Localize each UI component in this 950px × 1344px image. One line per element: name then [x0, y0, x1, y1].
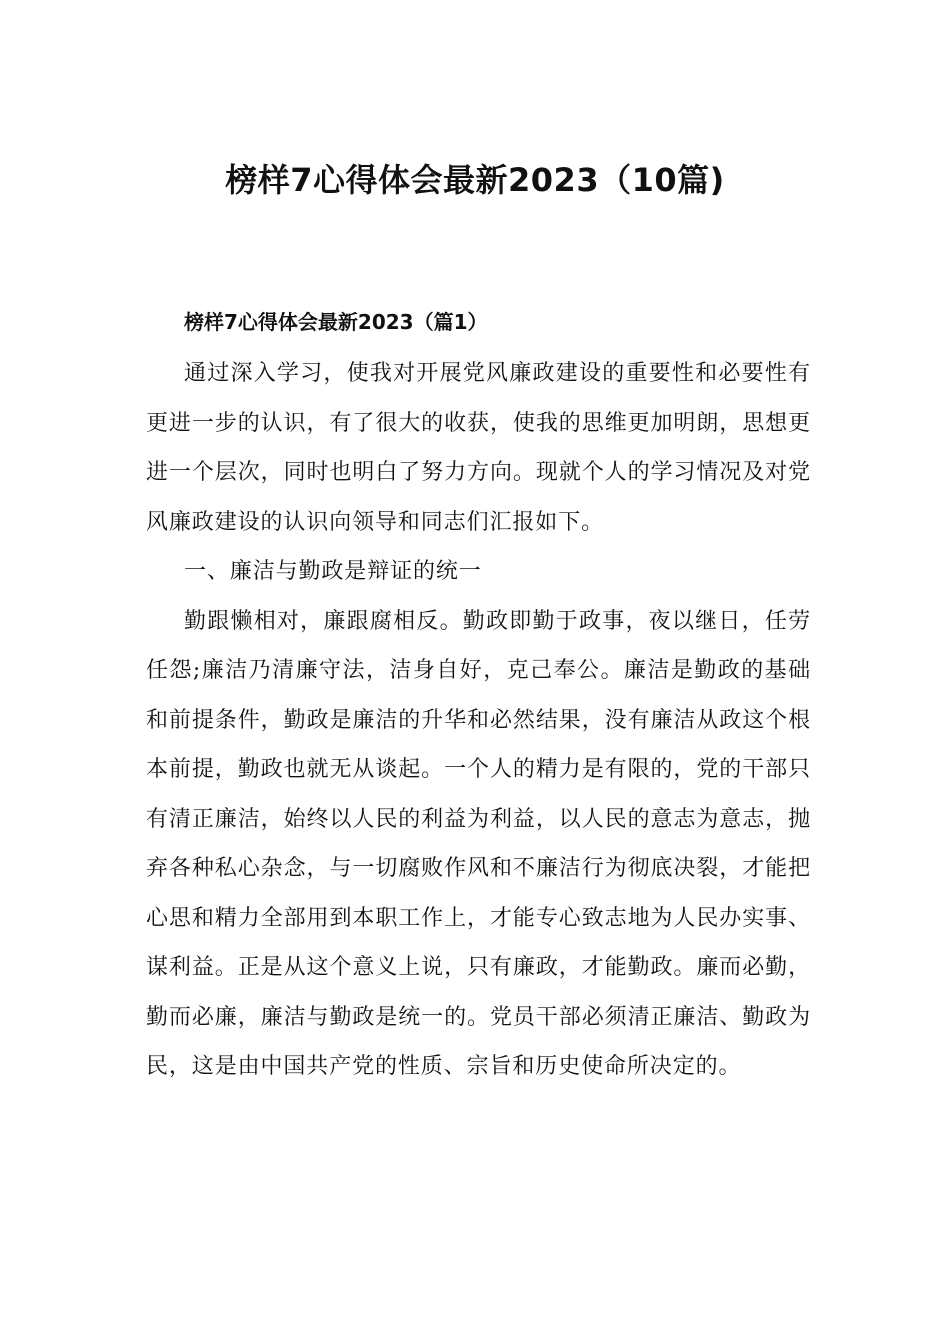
paragraph-body: 勤跟懒相对，廉跟腐相反。勤政即勤于政事，夜以继日，任劳任怨;廉洁乃清廉守法，洁身自好，克己奉公。廉洁是勤政的基础和前提条件，勤政是廉洁的升华和必然结果，没有廉洁从政这个根本前提，勤政也就无从谈起。一个人的精力是有限的，党的干部只有清正廉洁，始终以人民的利益为利益，以人民的意志为意志，抛弃各种私心杂念，与一切腐败作风和不廉洁行为彻底决裂，才能把心思和精力全部用到本职工作上，才能专心致志地为人民办实事、谋利益。正是从这个意义上说，只有廉政，才能勤政。廉而必勤，勤而必廉，廉洁与勤政是统一的。党员干部必须清正廉洁、勤政为民，这是由中国共产党的性质、宗旨和历史使命所决定的。 [146, 608, 811, 1079]
document-body [146, 303, 811, 1092]
document-title: 榜样7心得体会最新2023（10篇) [225, 161, 725, 199]
section-heading: 榜样7心得体会最新2023（篇1） [184, 310, 488, 334]
paragraph-subheading: 一、廉洁与勤政是辩证的统一 [184, 559, 482, 584]
paragraph-intro: 通过深入学习，使我对开展党风廉政建设的重要性和必要性有更进一步的认识，有了很大的收获，使我的思维更加明朗，思想更进一个层次，同时也明白了努力方向。现就个人的学习情况及对党风廉政建设的认识向领导和同志们汇报如下。 [146, 361, 811, 535]
